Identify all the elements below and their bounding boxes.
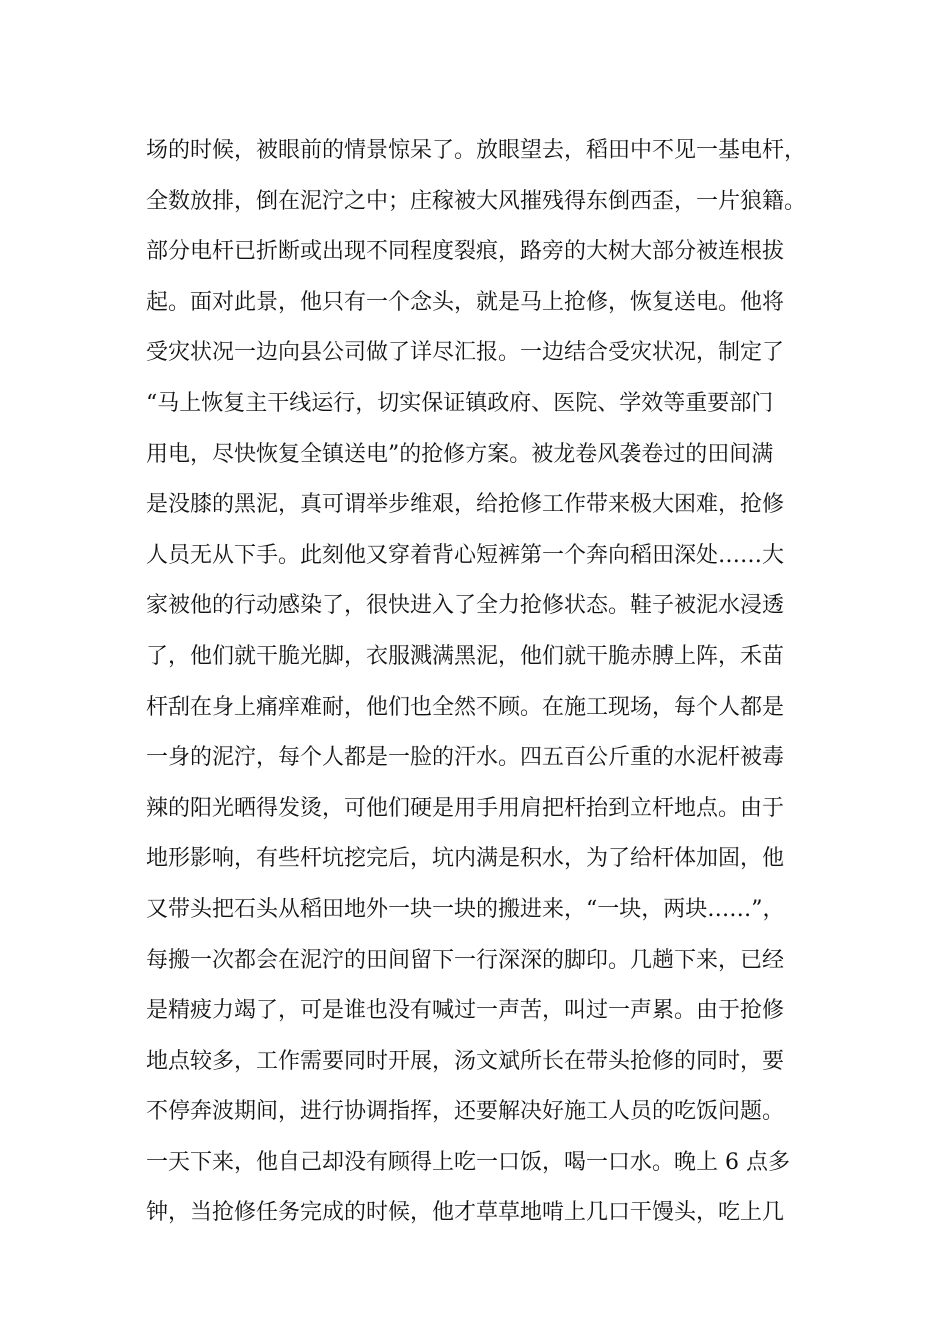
text-line: 又带头把石头从稻田地外一块一块的搬进来，“一块，两块……”， — [146, 896, 785, 922]
text-line: 是没膝的黑泥，真可谓举步维艰，给抢修工作带来极大困难，抢修 — [146, 492, 785, 518]
text-line: 辣的阳光晒得发烫，可他们硬是用手用肩把杆抬到立杆地点。由于 — [146, 795, 785, 821]
text-line: 受灾状况一边向县公司做了详尽汇报。一边结合受灾状况，制定了 — [146, 340, 785, 366]
text-line: 起。面对此景，他只有一个念头，就是马上抢修，恢复送电。他将 — [146, 289, 785, 315]
text-line: 场的时候，被眼前的情景惊呆了。放眼望去，稻田中不见一基电杆， — [146, 138, 807, 163]
text-line: 每搬一次都会在泥泞的田间留下一行深深的脚印。几趟下来，已经 — [146, 947, 785, 973]
text-line: 了，他们就干脆光脚，衣服溅满黑泥，他们就干脆赤膊上阵，禾苗 — [146, 643, 785, 669]
text-line: 人员无从下手。此刻他又穿着背心短裤第一个奔向稻田深处……大 — [146, 542, 785, 568]
text-line: 地点较多，工作需要同时开展，汤文斌所长在带头抢修的同时，要 — [146, 1048, 785, 1074]
text-line: 用电，尽快恢复全镇送电”的抢修方案。被龙卷风袭卷过的田间满 — [146, 441, 774, 467]
text-line: 钟，当抢修任务完成的时候，他才草草地啃上几口干馒头，吃上几 — [146, 1200, 785, 1226]
text-line: 全数放排，倒在泥泞之中；庄稼被大风摧残得东倒西歪，一片狼籍。 — [146, 188, 807, 214]
text-line: 杆刮在身上痛痒难耐，他们也全然不顾。在施工现场，每个人都是 — [146, 694, 785, 720]
text-line: 地形影响，有些杆坑挖完后，坑内满是积水，为了给杆体加固，他 — [146, 846, 785, 872]
text-line: 一身的泥泞，每个人都是一脸的汗水。四五百公斤重的水泥杆被毒 — [146, 745, 785, 771]
text-line: 部分电杆已折断或出现不同程度裂痕，路旁的大树大部分被连根拔 — [146, 239, 785, 265]
body-text — [146, 126, 836, 1239]
text-line: 家被他的行动感染了，很快进入了全力抢修状态。鞋子被泥水浸透 — [146, 593, 785, 619]
text-line: 是精疲力竭了，可是谁也没有喊过一声苦，叫过一声累。由于抢修 — [146, 998, 785, 1024]
text-line: 不停奔波期间，进行协调指挥，还要解决好施工人员的吃饭问题。 — [146, 1099, 785, 1125]
text-line: “马上恢复主干线运行，切实保证镇政府、医院、学效等重要部门 — [146, 390, 774, 416]
text-line: 一天下来，他自己却没有顾得上吃一口饭，喝一口水。晚上 6 点多 — [146, 1149, 790, 1175]
